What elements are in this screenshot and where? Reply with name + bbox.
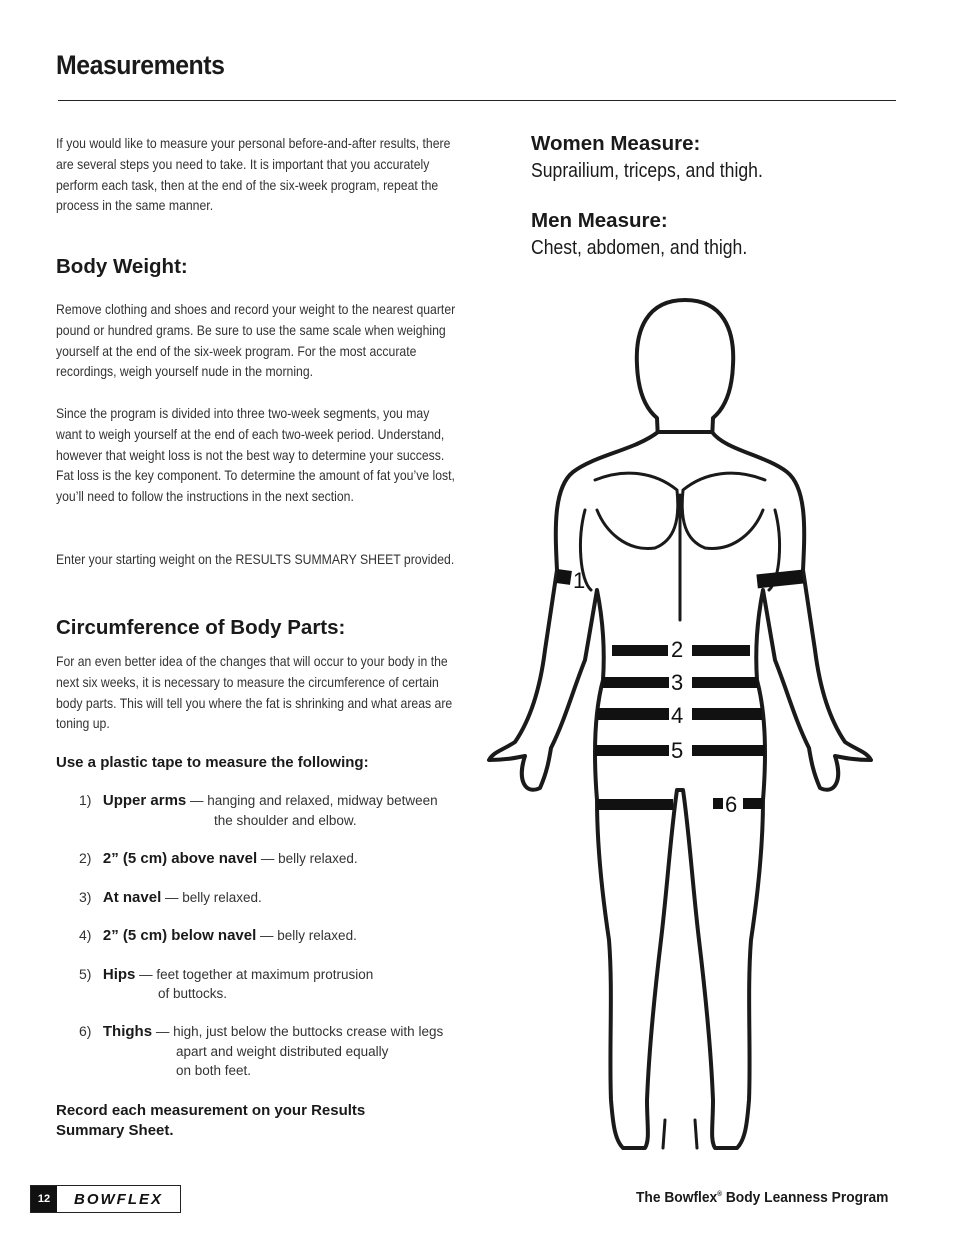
band-navel-right <box>692 677 758 688</box>
circumference-paragraph: For an even better idea of the changes that will occur to your body in the next six weeks, it is necessary to measure the circumference of certain body parts. This will tell you where the fat is shrinking and what areas are toning up. <box>56 654 453 732</box>
circumference-heading: Circumference of Body Parts: <box>56 616 346 639</box>
list-item: 3) At navel — belly relaxed. <box>79 889 262 906</box>
list-item: 5) Hips — feet together at maximum protrusion <box>79 966 374 983</box>
band-below-navel-left <box>597 708 669 720</box>
band-label: 3 <box>671 670 684 695</box>
footer-logo-box <box>30 1185 181 1213</box>
band-label: 4 <box>671 703 684 728</box>
program-name: The Bowflex® Body Leanness Program <box>635 1189 888 1206</box>
list-item: 4) 2” (5 cm) below navel — belly relaxed. <box>79 927 357 944</box>
body-weight-paragraph-2: Since the program is divided into three two-week segments, you may want to weigh yourself at the end of each two-week period. Understand, however that weight loss is not the best way to determine your success. Fat loss is the key component. To determine the amount of fat you’ve lost, you’ll need to follow the instructions in the next section. <box>56 406 455 505</box>
list-item: 1) Upper arms — hanging and relaxed, midway between <box>79 792 438 809</box>
band-label: 2 <box>671 637 684 662</box>
band-hips-left <box>595 745 669 756</box>
record-note: Record each measurement on your Results Summary Sheet. <box>56 1102 366 1139</box>
band-upper-arm-left <box>556 569 572 585</box>
band-thigh-right <box>713 798 723 809</box>
list-item-continuation: apart and weight distributed equally <box>176 1044 389 1059</box>
brand-logo: BOWFLEX <box>74 1190 163 1208</box>
band-label: 1 <box>573 568 586 593</box>
header-divider <box>58 100 896 101</box>
body-weight-heading: Body Weight: <box>56 255 188 278</box>
page-title: Measurements <box>56 50 225 80</box>
list-item: 2) 2” (5 cm) above navel — belly relaxed. <box>79 850 358 867</box>
tape-instruction-heading: Use a plastic tape to measure the following: <box>56 754 369 771</box>
men-measure-heading: Men Measure: <box>531 209 668 232</box>
body-weight-paragraph-3: Enter your starting weight on the RESULTS SUMMARY SHEET provided. <box>56 552 455 567</box>
list-item: 6) Thighs — high, just below the buttocks crease with legs <box>79 1023 444 1040</box>
band-navel-left <box>602 677 669 688</box>
band-below-navel-right <box>692 708 762 720</box>
list-item-continuation: the shoulder and elbow. <box>214 813 357 828</box>
list-item-continuation: of buttocks. <box>158 986 228 1001</box>
band-thigh-right-outer <box>743 798 763 809</box>
body-weight-paragraph-1: Remove clothing and shoes and record your weight to the nearest quarter pound or hundred grams. Be sure to use the same scale when weighing yourself at the end of the six-week program. For the most accurate recordings, weigh yourself nude in the morning. <box>56 302 456 380</box>
band-above-navel-left <box>612 645 668 656</box>
men-measure-text: Chest, abdomen, and thigh. <box>531 237 748 259</box>
women-measure-text: Suprailium, triceps, and thigh. <box>531 160 763 182</box>
band-above-navel-right <box>692 645 750 656</box>
page-number: 12 <box>31 1186 57 1212</box>
band-thigh-left <box>597 799 673 810</box>
body-figure-diagram <box>485 290 875 1160</box>
list-item-continuation: on both feet. <box>176 1063 252 1078</box>
band-hips-right <box>692 745 765 756</box>
intro-text: If you would like to measure your personal before-and-after results, there are several steps you need to take. It is important that you accurately perform each task, then at the end of the six-week program, repeat the process in the same manner. <box>56 136 451 214</box>
band-label: 5 <box>671 738 684 763</box>
head-outline <box>637 300 733 440</box>
band-label: 6 <box>725 792 738 817</box>
women-measure-heading: Women Measure: <box>531 132 701 155</box>
